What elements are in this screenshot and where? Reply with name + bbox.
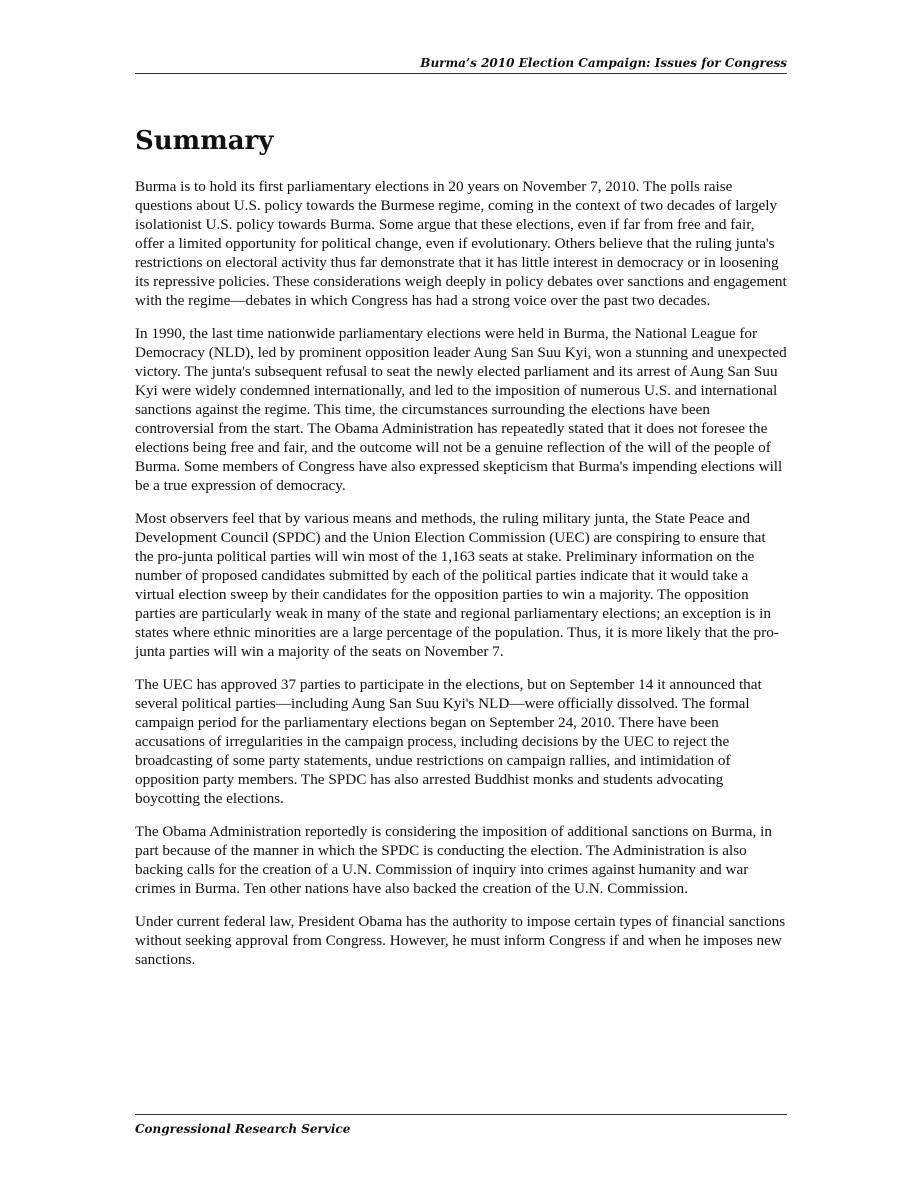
summary-paragraph-5: The Obama Administration reportedly is considering the imposition of additional sanctions on Burma, in part because of the manner in which the SPDC is conducting the election. The Administration is also backing calls for the creation of a U.N. Commission of inquiry into crimes against humanity and war crimes in Burma. Ten other nations have also backed the creation of the U.N. Commission.: [135, 823, 772, 897]
summary-paragraph-2: In 1990, the last time nationwide parliamentary elections were held in Burma, the National League for Democracy (NLD), led by prominent opposition leader Aung San Suu Kyi, won a stunning and unexpected victory. The junta's subsequent refusal to seat the newly elected parliament and its arrest of Aung San Suu Kyi were widely condemned internationally, and led to the imposition of numerous U.S. and international sanctions against the regime. This time, the circumstances surrounding the elections have been controversial from the start. The Obama Administration has repeatedly stated that it does not foresee the elections being free and fair, and the outcome will not be a genuine reflection of the will of the people of Burma. Some members of Congress have also expressed skepticism that Burma's impending elections will be a true expression of democracy.: [135, 325, 787, 494]
page-footer: [135, 1114, 787, 1137]
summary-paragraph-6: Under current federal law, President Obama has the authority to impose certain types of financial sanctions without seeking approval from Congress. However, he must inform Congress if and when he imposes new sanctions.: [135, 913, 786, 968]
page-header: [135, 55, 787, 74]
summary-paragraph-4: The UEC has approved 37 parties to participate in the elections, but on September 14 it announced that several political parties—including Aung San Suu Kyi's NLD—were officially dissolved. The formal campaign period for the parliamentary elections began on September 24, 2010. There have been accusations of irregularities in the campaign process, including decisions by the UEC to reject the broadcasting of some party statements, undue restrictions on campaign rallies, and intimidation of opposition party members. The SPDC has also arrested Buddhist monks and students advocating boycotting the elections.: [135, 676, 762, 807]
footer-publisher: Congressional Research Service: [135, 1122, 351, 1136]
summary-paragraph-3: Most observers feel that by various means and methods, the ruling military junta, the State Peace and Development Council (SPDC) and the Union Election Commission (UEC) are conspiring to ensure that the pro-junta political parties will win most of the 1,163 seats at stake. Preliminary information on the number of proposed candidates submitted by each of the political parties indicate that it would take a virtual election sweep by their candidates for the opposition parties to win a majority. The opposition parties are particularly weak in many of the state and regional parliamentary elections; an exception is in states where ethnic minorities are a large percentage of the population. Thus, it is more likely that the pro-junta parties will win a majority of the seats on November 7.: [135, 510, 779, 660]
summary-body: [135, 177, 787, 983]
summary-paragraph-1: Burma is to hold its first parliamentary elections in 20 years on November 7, 2010. The polls raise questions about U.S. policy towards the Burmese regime, coming in the context of two decades of largely isolationist U.S. policy towards Burma. Some argue that these elections, even if far from free and fair, offer a limited opportunity for political change, even if evolutionary. Others believe that the ruling junta's restrictions on electoral activity thus far demonstrate that it has little interest in democracy or in loosening its repressive policies. These considerations weigh deeply in policy debates over sanctions and engagement with the regime—debates in which Congress has had a strong voice over the past two decades.: [135, 178, 787, 309]
running-header-title: Burma’s 2010 Election Campaign: Issues for Congress: [420, 56, 787, 70]
summary-heading: Summary: [135, 126, 274, 156]
